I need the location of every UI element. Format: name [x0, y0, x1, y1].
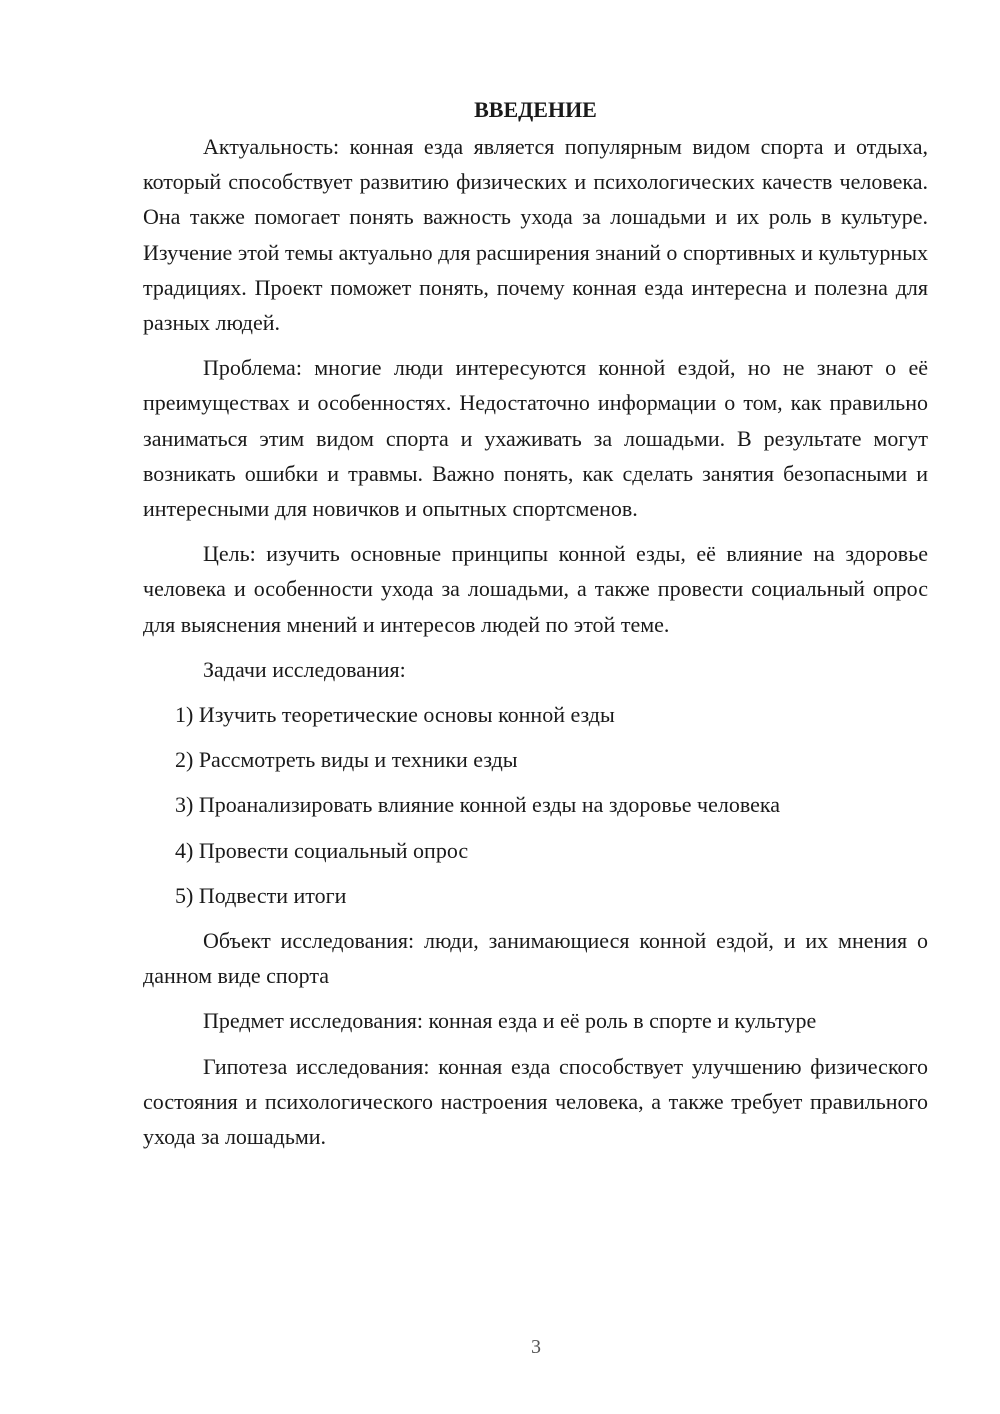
- hypothesis-paragraph: Гипотеза исследования: конная езда способствует улучшению физического состояния и психологического настроения человека, а также требует правильного ухода за лошадьми.: [143, 1053, 928, 1150]
- task-item: 1) Изучить теоретические основы конной езды: [175, 702, 615, 728]
- task-item: 3) Проанализировать влияние конной езды на здоровье человека: [175, 792, 780, 818]
- task-item: 4) Провести социальный опрос: [175, 837, 469, 863]
- goal-paragraph: Цель: изучить основные принципы конной езды, её влияние на здоровье человека и особенности ухода за лошадьми, а также провести социальный опрос для выяснения мнений и интересов людей по этой теме.: [143, 541, 928, 637]
- task-item: 5) Подвести итоги: [175, 882, 347, 908]
- page-number: 3: [531, 1336, 541, 1358]
- problem-paragraph: Проблема: многие люди интересуются конной ездой, но не знают о её преимуществах и особенностях. Недостаточно информации о том, как правильно заниматься этим видом спорта и ухаживать за лошадьми. В результате могут возникать ошибки и травмы. Важно понять, как сделать занятия безопасными и интересными для новичков и опытных спортсменов.: [143, 355, 928, 522]
- object-paragraph: Объект исследования: люди, занимающиеся конной ездой, и их мнения о данном виде спорта: [143, 928, 928, 989]
- document-page: [143, 95, 928, 1164]
- subject-paragraph: Предмет исследования: конная езда и её роль в спорте и культуре: [203, 1008, 817, 1034]
- tasks-list: [143, 697, 928, 913]
- tasks-heading: Задачи исследования:: [203, 656, 406, 682]
- task-item: 2) Рассмотреть виды и техники езды: [175, 747, 518, 773]
- page-title: ВВЕДЕНИЕ: [474, 97, 597, 122]
- relevance-paragraph: Актуальность: конная езда является популярным видом спорта и отдыха, который способствует развитию физических и психологических качеств человека. Она также помогает понять важность ухода за лошадьми и их роль в культуре. Изучение этой темы актуально для расширения знаний о спортивных и культурных традициях. Проект поможет понять, почему конная езда интересна и полезна для разных людей.: [143, 134, 928, 336]
